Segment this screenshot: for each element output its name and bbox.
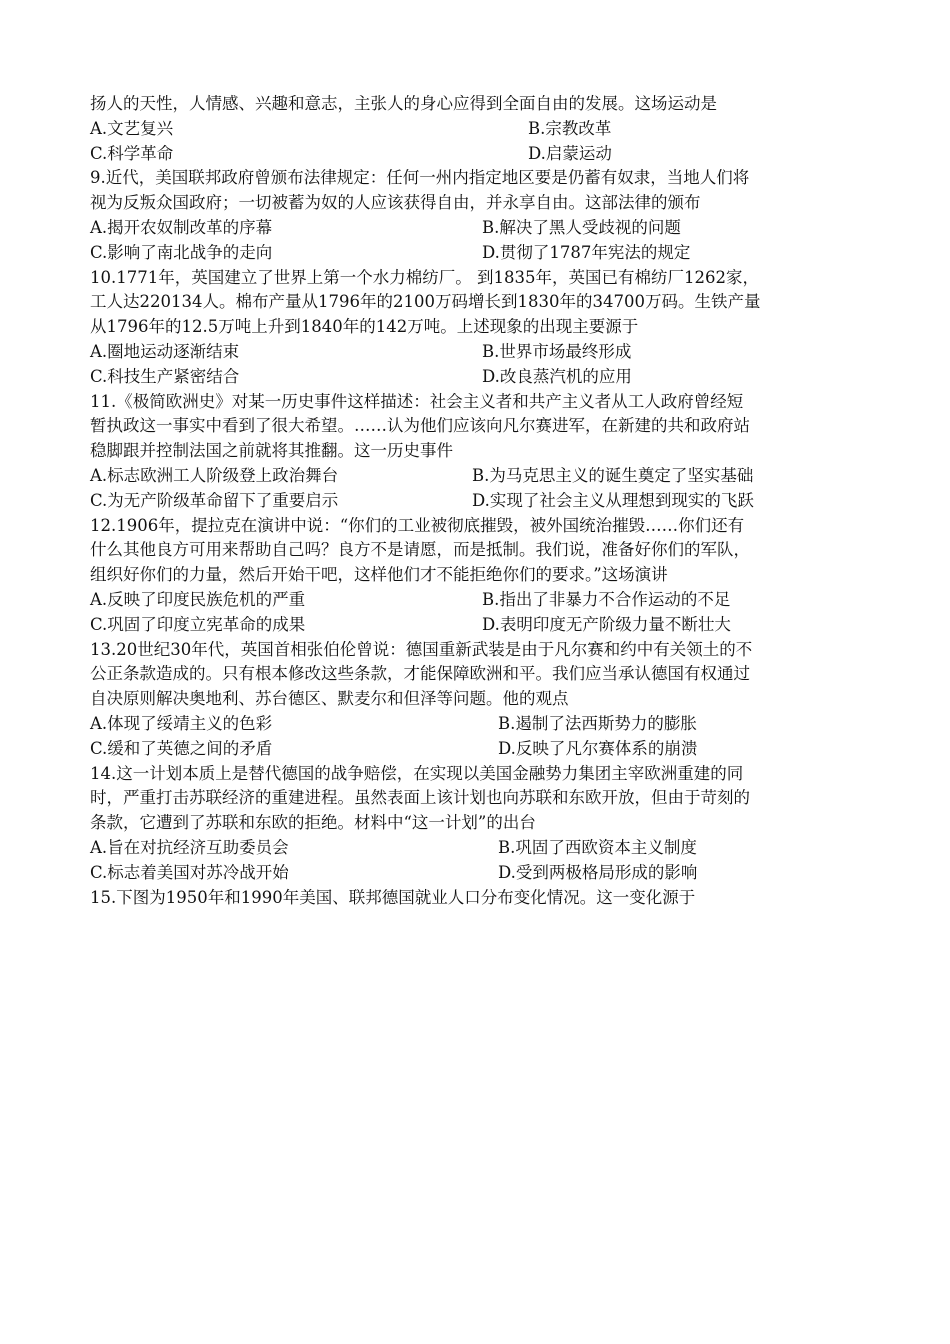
question-10 [90,266,862,390]
option-b: B.为马克思主义的诞生奠定了坚实基础 [472,465,754,485]
option-a: A.文艺复兴 [90,118,174,138]
option-a: A.揭开农奴制改革的序幕 [90,217,273,237]
question-stem-line: 11.《极简欧洲史》对某一历史事件这样描述：社会主义者和共产主义者从工人政府曾经短 [90,391,744,411]
question-13 [90,638,862,762]
option-b: B.巩固了西欧资本主义制度 [498,837,697,857]
option-c: C.影响了南北战争的走向 [90,242,273,262]
option-d: D.启蒙运动 [528,143,612,163]
options-row [90,613,862,638]
options-row [90,588,862,613]
option-c: C.标志着美国对苏冷战开始 [90,862,289,882]
option-d: D.表明印度无产阶级力量不断壮大 [482,614,731,634]
options-row [90,117,862,142]
question-stem-line: 9.近代，美国联邦政府曾颁布法律规定：任何一州内指定地区要是仍蓄有奴隶，当地人们将 [90,168,750,188]
question-stem-line: 15.下图为1950年和1990年美国、联邦德国就业人口分布变化情况。这一变化源于 [90,887,696,907]
option-b: B.解决了黑人受歧视的问题 [482,217,681,237]
options-row [90,340,862,365]
question-12 [90,514,862,638]
option-c: C.科技生产紧密结合 [90,366,240,386]
question-stem-line: 10.1771年，英国建立了世界上第一个水力棉纺厂。 到1835年，英国已有棉纺厂1262家， [90,267,759,287]
option-c: C.为无产阶级革命留下了重要启示 [90,490,339,510]
question-stem-line: 组织好你们的力量，然后开始干吧，这样他们才不能拒绝你们的要求。”这场演讲 [90,565,668,585]
question-11 [90,390,862,514]
question-14 [90,762,862,886]
question-stem-line: 14.这一计划本质上是替代德国的战争赔偿，在实现以美国金融势力集团主宰欧洲重建的同 [90,763,744,783]
options-row [90,836,862,861]
option-a: A.标志欧洲工人阶级登上政治舞台 [90,465,339,485]
question-stem-line: 暂执政这一事实中看到了很大希望。……认为他们应该向凡尔赛进军，在新建的共和政府站 [90,416,750,436]
option-b: B.遏制了法西斯势力的膨胀 [498,713,697,733]
options-row [90,489,862,514]
question-15 [90,886,862,911]
question-9 [90,166,862,265]
question-stem-line: 时，严重打击苏联经济的重建进程。虽然表面上该计划也向苏联和东欧开放，但由于苛刻的 [90,788,750,808]
option-c: C.巩固了印度立宪革命的成果 [90,614,306,634]
option-a: A.旨在对抗经济互助委员会 [90,837,289,857]
question-stem-line: 公正条款造成的。只有根本修改这些条款，才能保障欧洲和平。我们应当承认德国有权通过 [90,664,750,684]
option-d: D.实现了社会主义从理想到现实的飞跃 [472,490,754,510]
question-stem-line: 从1796年的12.5万吨上升到1840年的142万吨。上述现象的出现主要源于 [90,317,639,337]
option-b: B.指出了非暴力不合作运动的不足 [482,589,731,609]
options-row [90,216,862,241]
option-c: C.缓和了英德之间的矛盾 [90,738,273,758]
question-stem-line: 条款，它遭到了苏联和东欧的拒绝。材料中“这一计划”的出台 [90,813,536,833]
option-d: D.反映了凡尔赛体系的崩溃 [498,738,698,758]
option-c: C.科学革命 [90,143,174,163]
question-stem-line: 13.20世纪30年代，英国首相张伯伦曾说：德国重新武装是由于凡尔赛和约中有关领土的不 [90,639,753,659]
question-stem-line: 稳脚跟并控制法国之前就将其推翻。这一历史事件 [90,441,453,461]
exam-page [90,92,862,910]
question-stem-line: 扬人的天性，人情感、兴趣和意志，主张人的身心应得到全面自由的发展。这场运动是 [90,94,717,113]
question-stem-line: 什么其他良方可用来帮助自己吗？良方不是请愿，而是抵制。我们说，准备好你们的军队， [90,540,750,560]
options-row [90,241,862,266]
option-d: D.改良蒸汽机的应用 [482,366,632,386]
options-row [90,142,862,167]
question-stem-line: 12.1906年，提拉克在演讲中说：“你们的工业被彻底摧毁，被外国统治摧毁……你们还有 [90,515,745,535]
option-d: D.受到两极格局形成的影响 [498,862,698,882]
option-a: A.反映了印度民族危机的严重 [90,589,306,609]
question-stem-line: 视为反叛众国政府；一切被蓄为奴的人应该获得自由，并永享自由。这部法律的颁布 [90,193,701,213]
options-row [90,861,862,886]
option-a: A.体现了绥靖主义的色彩 [90,713,273,733]
option-b: B.世界市场最终形成 [482,341,632,361]
option-d: D.贯彻了1787年宪法的规定 [482,242,691,262]
option-b: B.宗教改革 [528,118,612,138]
question-8 [90,92,862,166]
options-row [90,737,862,762]
options-row [90,464,862,489]
question-stem-line: 自决原则解决奥地利、苏台德区、默麦尔和但泽等问题。他的观点 [90,689,569,709]
option-a: A.圈地运动逐渐结束 [90,341,240,361]
question-stem-line: 工人达220134人。棉布产量从1796年的2100万码增长到1830年的34700万码。生铁产量 [90,292,761,312]
options-row [90,365,862,390]
options-row [90,712,862,737]
